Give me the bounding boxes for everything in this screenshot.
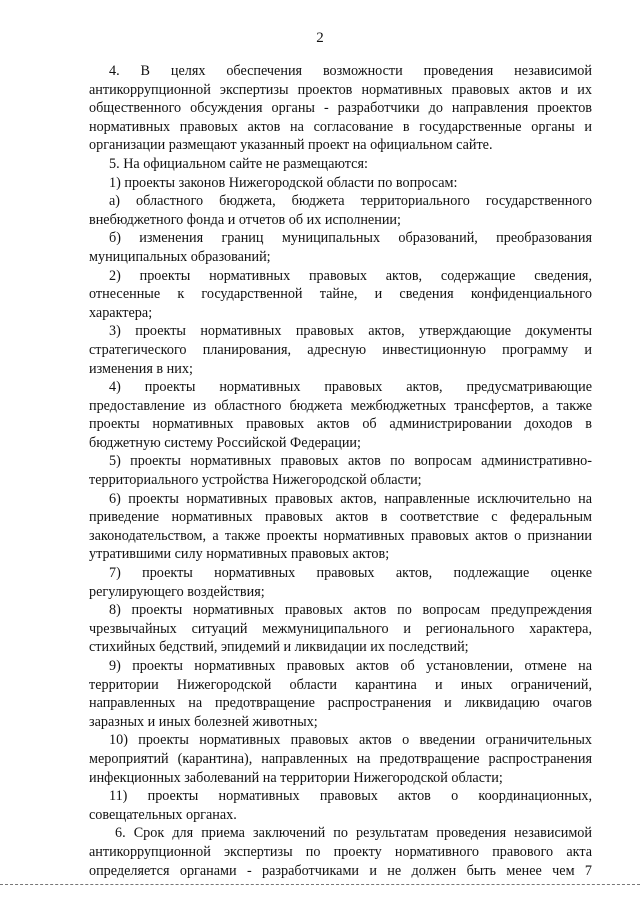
text-line: стратегического планирования, адресную инвестиционную программу и [89, 341, 592, 358]
text-line: направленных на предотвращение распространения и ликвидацию очагов [89, 695, 592, 712]
text-line: 6) проекты нормативных правовых актов, направленные исключительно на [109, 490, 592, 507]
text-line: отнесенные к государственной тайне, и сведения конфиденциального [89, 286, 592, 303]
text-line: заразных и иных болезней животных; [89, 713, 318, 730]
text-line: законодательством, а также проекты нормативных правовых актов о признании [89, 527, 592, 544]
text-line: б) изменения границ муниципальных образований, преобразования [109, 230, 592, 247]
text-line: проекты нормативных правовых актов об администрировании доходов в [89, 416, 592, 433]
document-body [89, 62, 592, 880]
page-number: 2 [316, 30, 324, 46]
text-line: общественного обсуждения органы - разработчики до направления проектов [89, 100, 592, 117]
text-line: 10) проекты нормативных правовых актов о введении ограничительных [109, 732, 592, 749]
text-line: антикоррупционной экспертизы по проекту нормативного правового акта [89, 843, 592, 860]
text-line: 11) проекты нормативных правовых актов о координационных, [109, 788, 592, 805]
text-line: 2) проекты нормативных правовых актов, содержащие сведения, [109, 267, 592, 284]
text-line: муниципальных образований; [89, 248, 271, 265]
text-line: определяется органами - разработчиками и не должен быть менее чем 7 [89, 862, 592, 879]
text-line: бюджетную систему Российской Федерации; [89, 434, 361, 451]
text-line: характера; [89, 304, 153, 321]
text-line: 8) проекты нормативных правовых актов по вопросам предупреждения [109, 602, 592, 619]
text-line: 7) проекты нормативных правовых актов, подлежащие оценке [109, 565, 592, 582]
text-line: 5. На официальном сайте не размещаются: [109, 155, 368, 172]
text-line: 3) проекты нормативных правовых актов, утверждающие документы [109, 323, 592, 340]
text-line: изменения в них; [89, 360, 193, 377]
text-line: 5) проекты нормативных правовых актов по вопросам административно- [109, 453, 592, 470]
text-line: стихийных бедствий, эпидемий и ликвидации их последствий; [89, 639, 469, 656]
text-line: территориального устройства Нижегородской области; [89, 472, 422, 489]
text-line: инфекционных заболеваний на территории Нижегородской области; [89, 769, 503, 786]
text-line: регулирующего воздействия; [89, 583, 265, 600]
text-line: организации размещают указанный проект на официальном сайте. [89, 137, 493, 154]
text-line: нормативных правовых актов на согласование в государственные органы и [89, 118, 592, 135]
text-line: 1) проекты законов Нижегородской области по вопросам: [109, 174, 458, 191]
text-line: антикоррупционной экспертизы проектов нормативных правовых актов и их [89, 81, 592, 98]
text-line: приведение нормативных правовых актов в соответствие с федеральным [89, 509, 592, 526]
text-line: 6. Срок для приема заключений по результатам проведения независимой [115, 825, 592, 842]
text-line: 9) проекты нормативных правовых актов об установлении, отмене на [109, 658, 592, 674]
scan-edge-line [0, 884, 640, 885]
text-line: предоставление из областного бюджета межбюджетных трансфертов, а также [89, 397, 592, 414]
text-line: мероприятий (карантина), направленных на предотвращение распространения [89, 750, 592, 767]
text-line: 4. В целях обеспечения возможности проведения независимой [109, 63, 592, 79]
text-line: утратившими силу нормативных правовых актов; [89, 546, 390, 563]
text-line: внебюджетного фонда и отчетов об их исполнении; [89, 211, 401, 228]
text-line: территории Нижегородской области карантина и иных ограничений, [89, 676, 592, 693]
text-line: 4) проекты нормативных правовых актов, предусматривающие [109, 379, 592, 396]
text-line: совещательных органах. [89, 806, 237, 823]
text-line: а) областного бюджета, бюджета территориального государственного [109, 193, 592, 210]
text-line: чрезвычайных ситуаций межмуниципального и регионального характера, [89, 620, 592, 637]
